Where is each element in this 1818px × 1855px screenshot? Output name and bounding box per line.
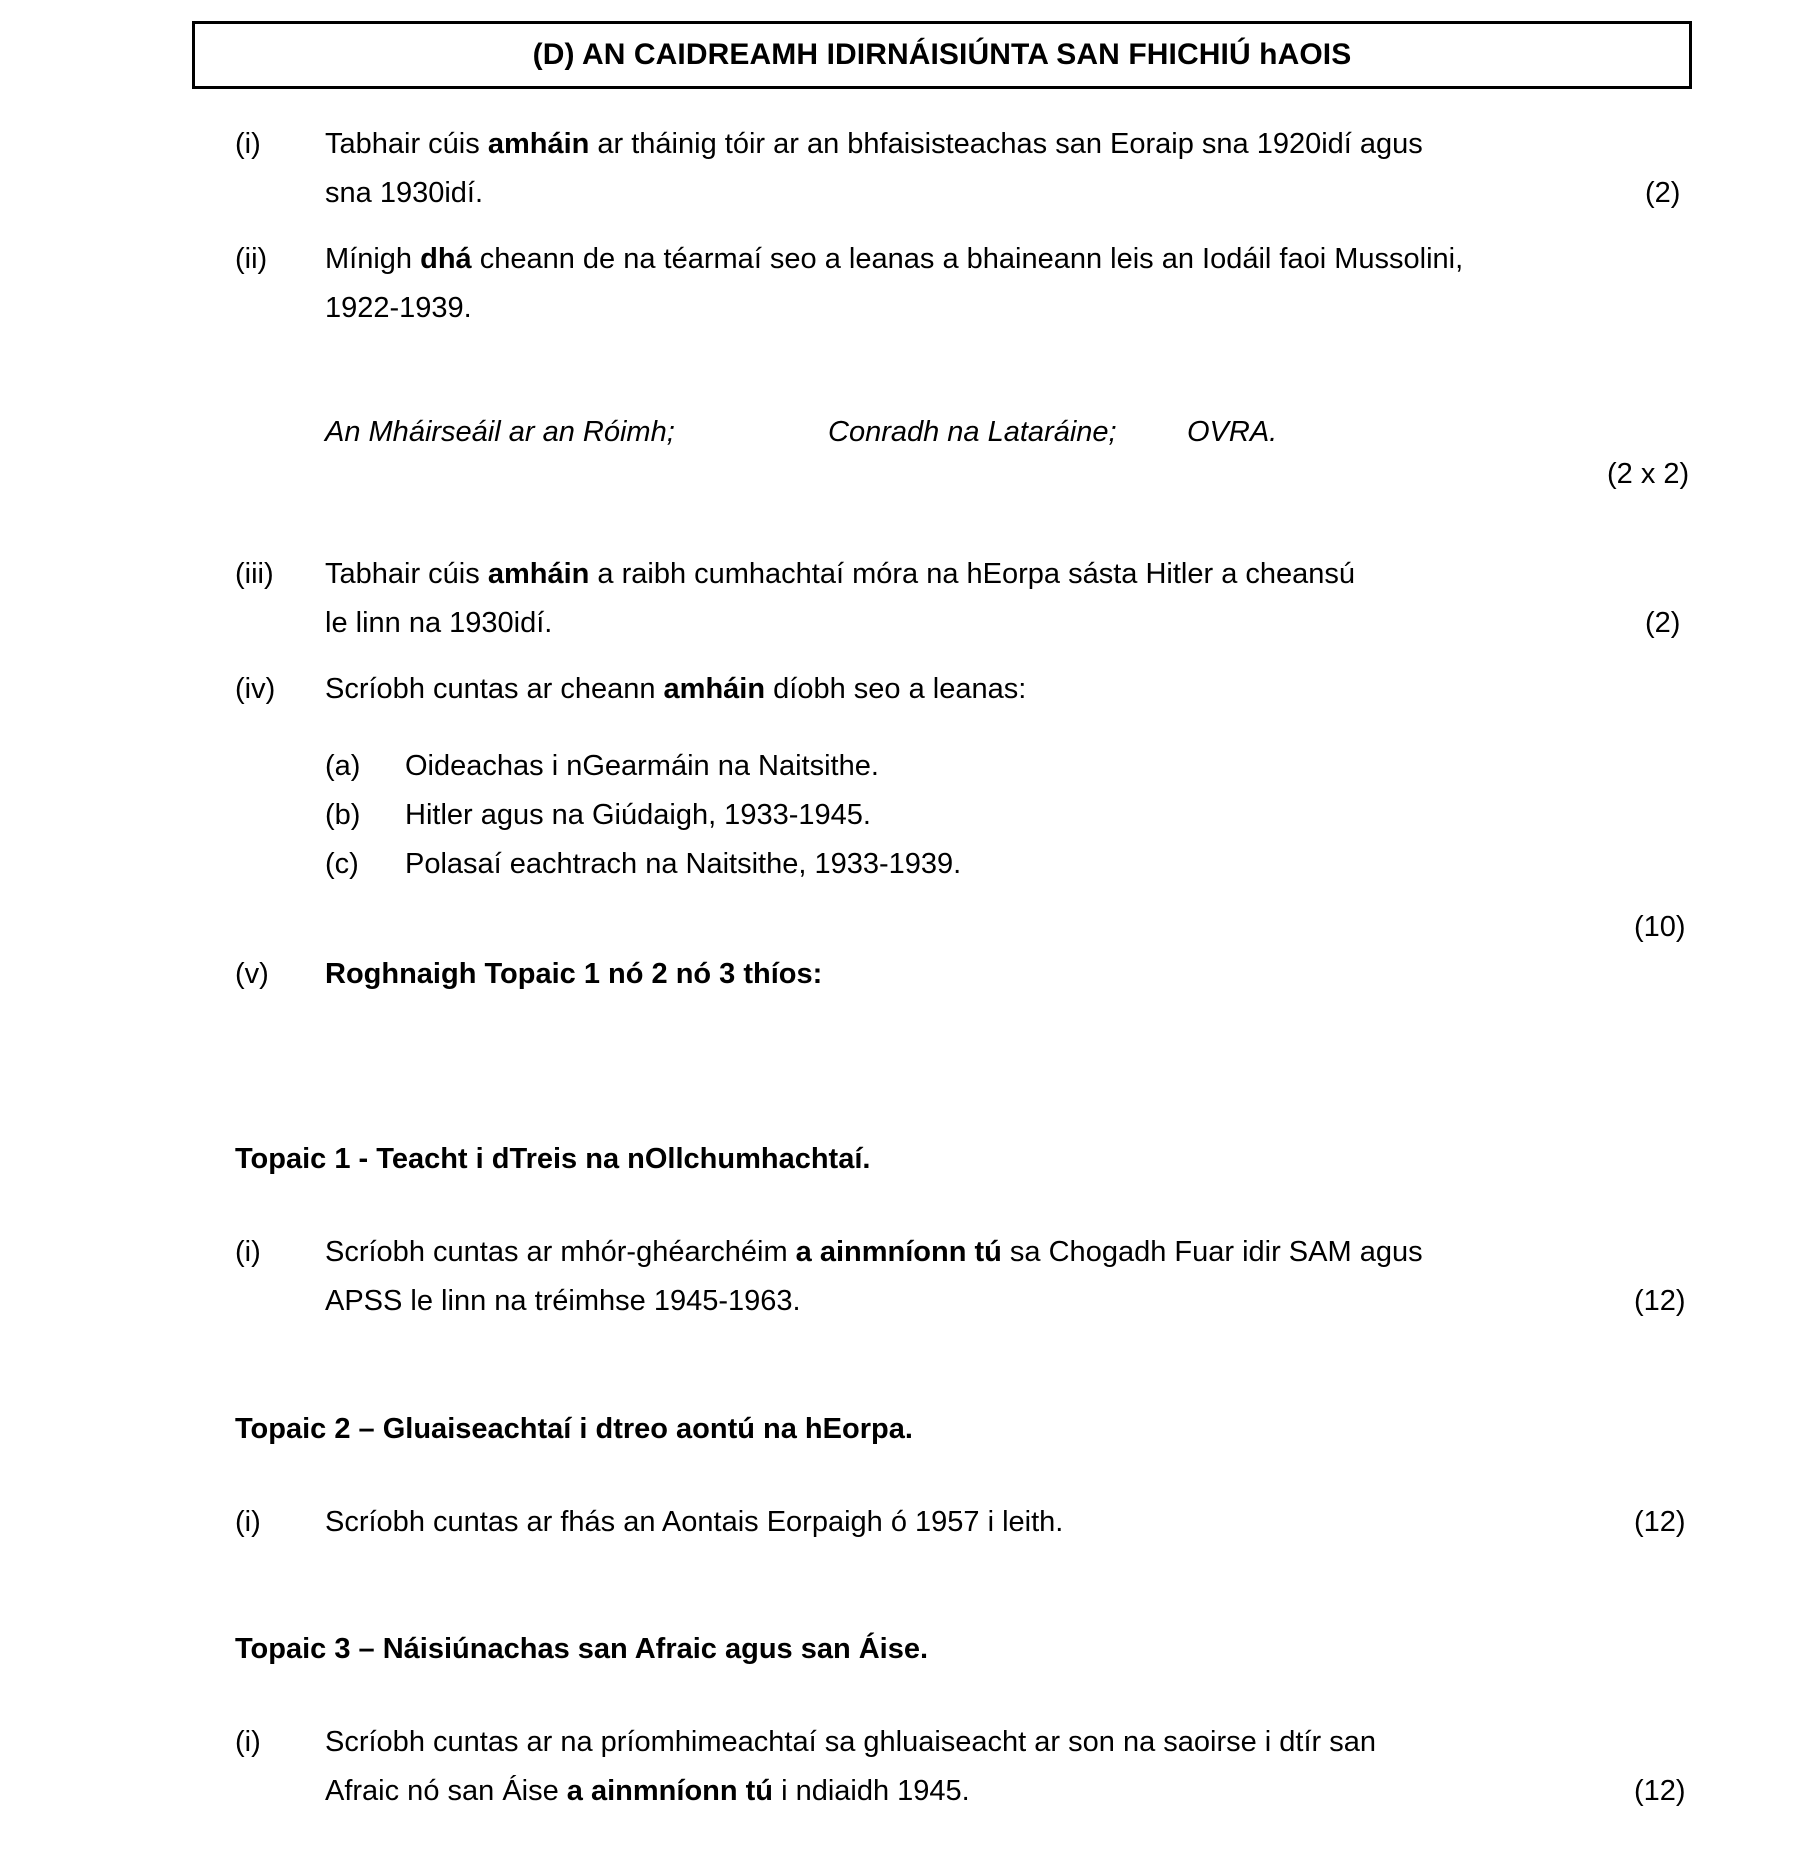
topic-1-heading: Topaic 1 - Teacht i dTreis na nOllchumhachtaí. (235, 1143, 871, 1175)
topic-1-line2: APSS le linn na tréimhse 1945-1963. (325, 1285, 801, 1317)
section-header-box (192, 21, 1692, 89)
subitem-c-marker: (c) (325, 848, 359, 880)
t3-t2: i ndiaidh 1945. (773, 1775, 970, 1807)
q-i-t2: ar tháinig tóir ar an bhfaisisteachas san Eoraip sna 1920idí agus (589, 128, 1423, 160)
t1-t2: sa Chogadh Fuar idir SAM agus (1001, 1236, 1423, 1268)
question-iv-line1 (325, 665, 1615, 714)
question-iv-text (325, 665, 1615, 714)
marks-question-i: (2) (1645, 177, 1681, 209)
subitem-a-marker: (a) (325, 750, 361, 782)
subitem-a-text: Oideachas i nGearmáin na Naitsithe. (405, 750, 879, 782)
q-iii-t2: a raibh cumhachtaí móra na hEorpa sásta Hitler a cheansú (589, 558, 1356, 590)
topic-3-heading: Topaic 3 – Náisiúnachas san Afraic agus san Áise. (235, 1633, 929, 1665)
question-ii-line1 (325, 235, 1615, 284)
topic-3-question-text (325, 1718, 1615, 1816)
topic-2-question-marker: (i) (235, 1506, 261, 1538)
question-ii-text (325, 235, 1615, 333)
marks-topic-3: (12) (1634, 1775, 1686, 1807)
question-iv-marker: (iv) (235, 673, 276, 705)
t1-bold: a ainmníonn tú (795, 1236, 1002, 1268)
question-i-line2: sna 1930idí. (325, 177, 484, 209)
marks-question-iv: (10) (1634, 911, 1686, 943)
question-iii-text (325, 550, 1615, 648)
q-ii-t1: Mínigh (325, 243, 421, 275)
q-iii-bold: amháin (487, 558, 590, 590)
marks-question-ii: (2 x 2) (1607, 458, 1690, 490)
q-i-t1: Tabhair cúis (325, 128, 488, 160)
subitem-c-text: Polasaí eachtrach na Naitsithe, 1933-1939. (405, 848, 962, 880)
question-i-text (325, 120, 1615, 218)
t1-t1: Scríobh cuntas ar mhór-ghéarchéim (325, 1236, 796, 1268)
topic-3-line1: Scríobh cuntas ar na príomhimeachtaí sa ghluaiseacht ar son na saoirse i dtír san (325, 1726, 1377, 1758)
q-iv-bold: amháin (663, 673, 766, 705)
question-ii-marker: (ii) (235, 243, 268, 275)
topic-2-question-text (325, 1498, 1615, 1547)
topic-2-heading: Topaic 2 – Gluaiseachtaí i dtreo aontú na hEorpa. (235, 1413, 913, 1445)
page-title: (D) AN CAIDREAMH IDIRNÁISIÚNTA SAN FHICHIÚ hAOIS (532, 38, 1352, 71)
marks-question-iii: (2) (1645, 607, 1681, 639)
topic-1-question-text (325, 1228, 1615, 1326)
q-ii-bold: dhá (420, 243, 472, 275)
subitem-b-text: Hitler agus na Giúdaigh, 1933-1945. (405, 799, 871, 831)
topic-2-line1: Scríobh cuntas ar fhás an Aontais Eorpaigh ó 1957 i leith. (325, 1506, 1064, 1538)
q-ii-t2: cheann de na téarmaí seo a leanas a bhaineann leis an Iodáil faoi Mussolini, (471, 243, 1464, 275)
t3-bold: a ainmníonn tú (566, 1775, 774, 1807)
topic-3-question-marker: (i) (235, 1726, 261, 1758)
q-iii-t1: Tabhair cúis (325, 558, 488, 590)
term-2: Conradh na Lataráine; (828, 416, 1117, 448)
question-i-line1 (325, 120, 1615, 169)
question-iii-line1 (325, 550, 1615, 599)
marks-topic-2: (12) (1634, 1506, 1686, 1538)
question-iii-marker: (iii) (235, 558, 274, 590)
question-ii-line2: 1922-1939. (325, 292, 472, 324)
marks-topic-1: (12) (1634, 1285, 1686, 1317)
topic-1-question-marker: (i) (235, 1236, 261, 1268)
q-i-bold: amháin (487, 128, 590, 160)
question-v-marker: (v) (235, 958, 269, 990)
question-iii-line2: le linn na 1930idí. (325, 607, 553, 639)
q-iv-t1: Scríobh cuntas ar cheann (325, 673, 664, 705)
subitem-b-marker: (b) (325, 799, 361, 831)
topic-1-line1 (325, 1228, 1615, 1277)
question-i-marker: (i) (235, 128, 261, 160)
topic-3-line2 (325, 1767, 1615, 1816)
term-3: OVRA. (1187, 416, 1278, 448)
t3-t1: Afraic nó san Áise (325, 1775, 567, 1807)
term-1: An Mháirseáil ar an Róimh; (325, 416, 675, 448)
question-v-text: Roghnaigh Topaic 1 nó 2 nó 3 thíos: (325, 958, 823, 990)
q-iv-t2: díobh seo a leanas: (765, 673, 1027, 705)
